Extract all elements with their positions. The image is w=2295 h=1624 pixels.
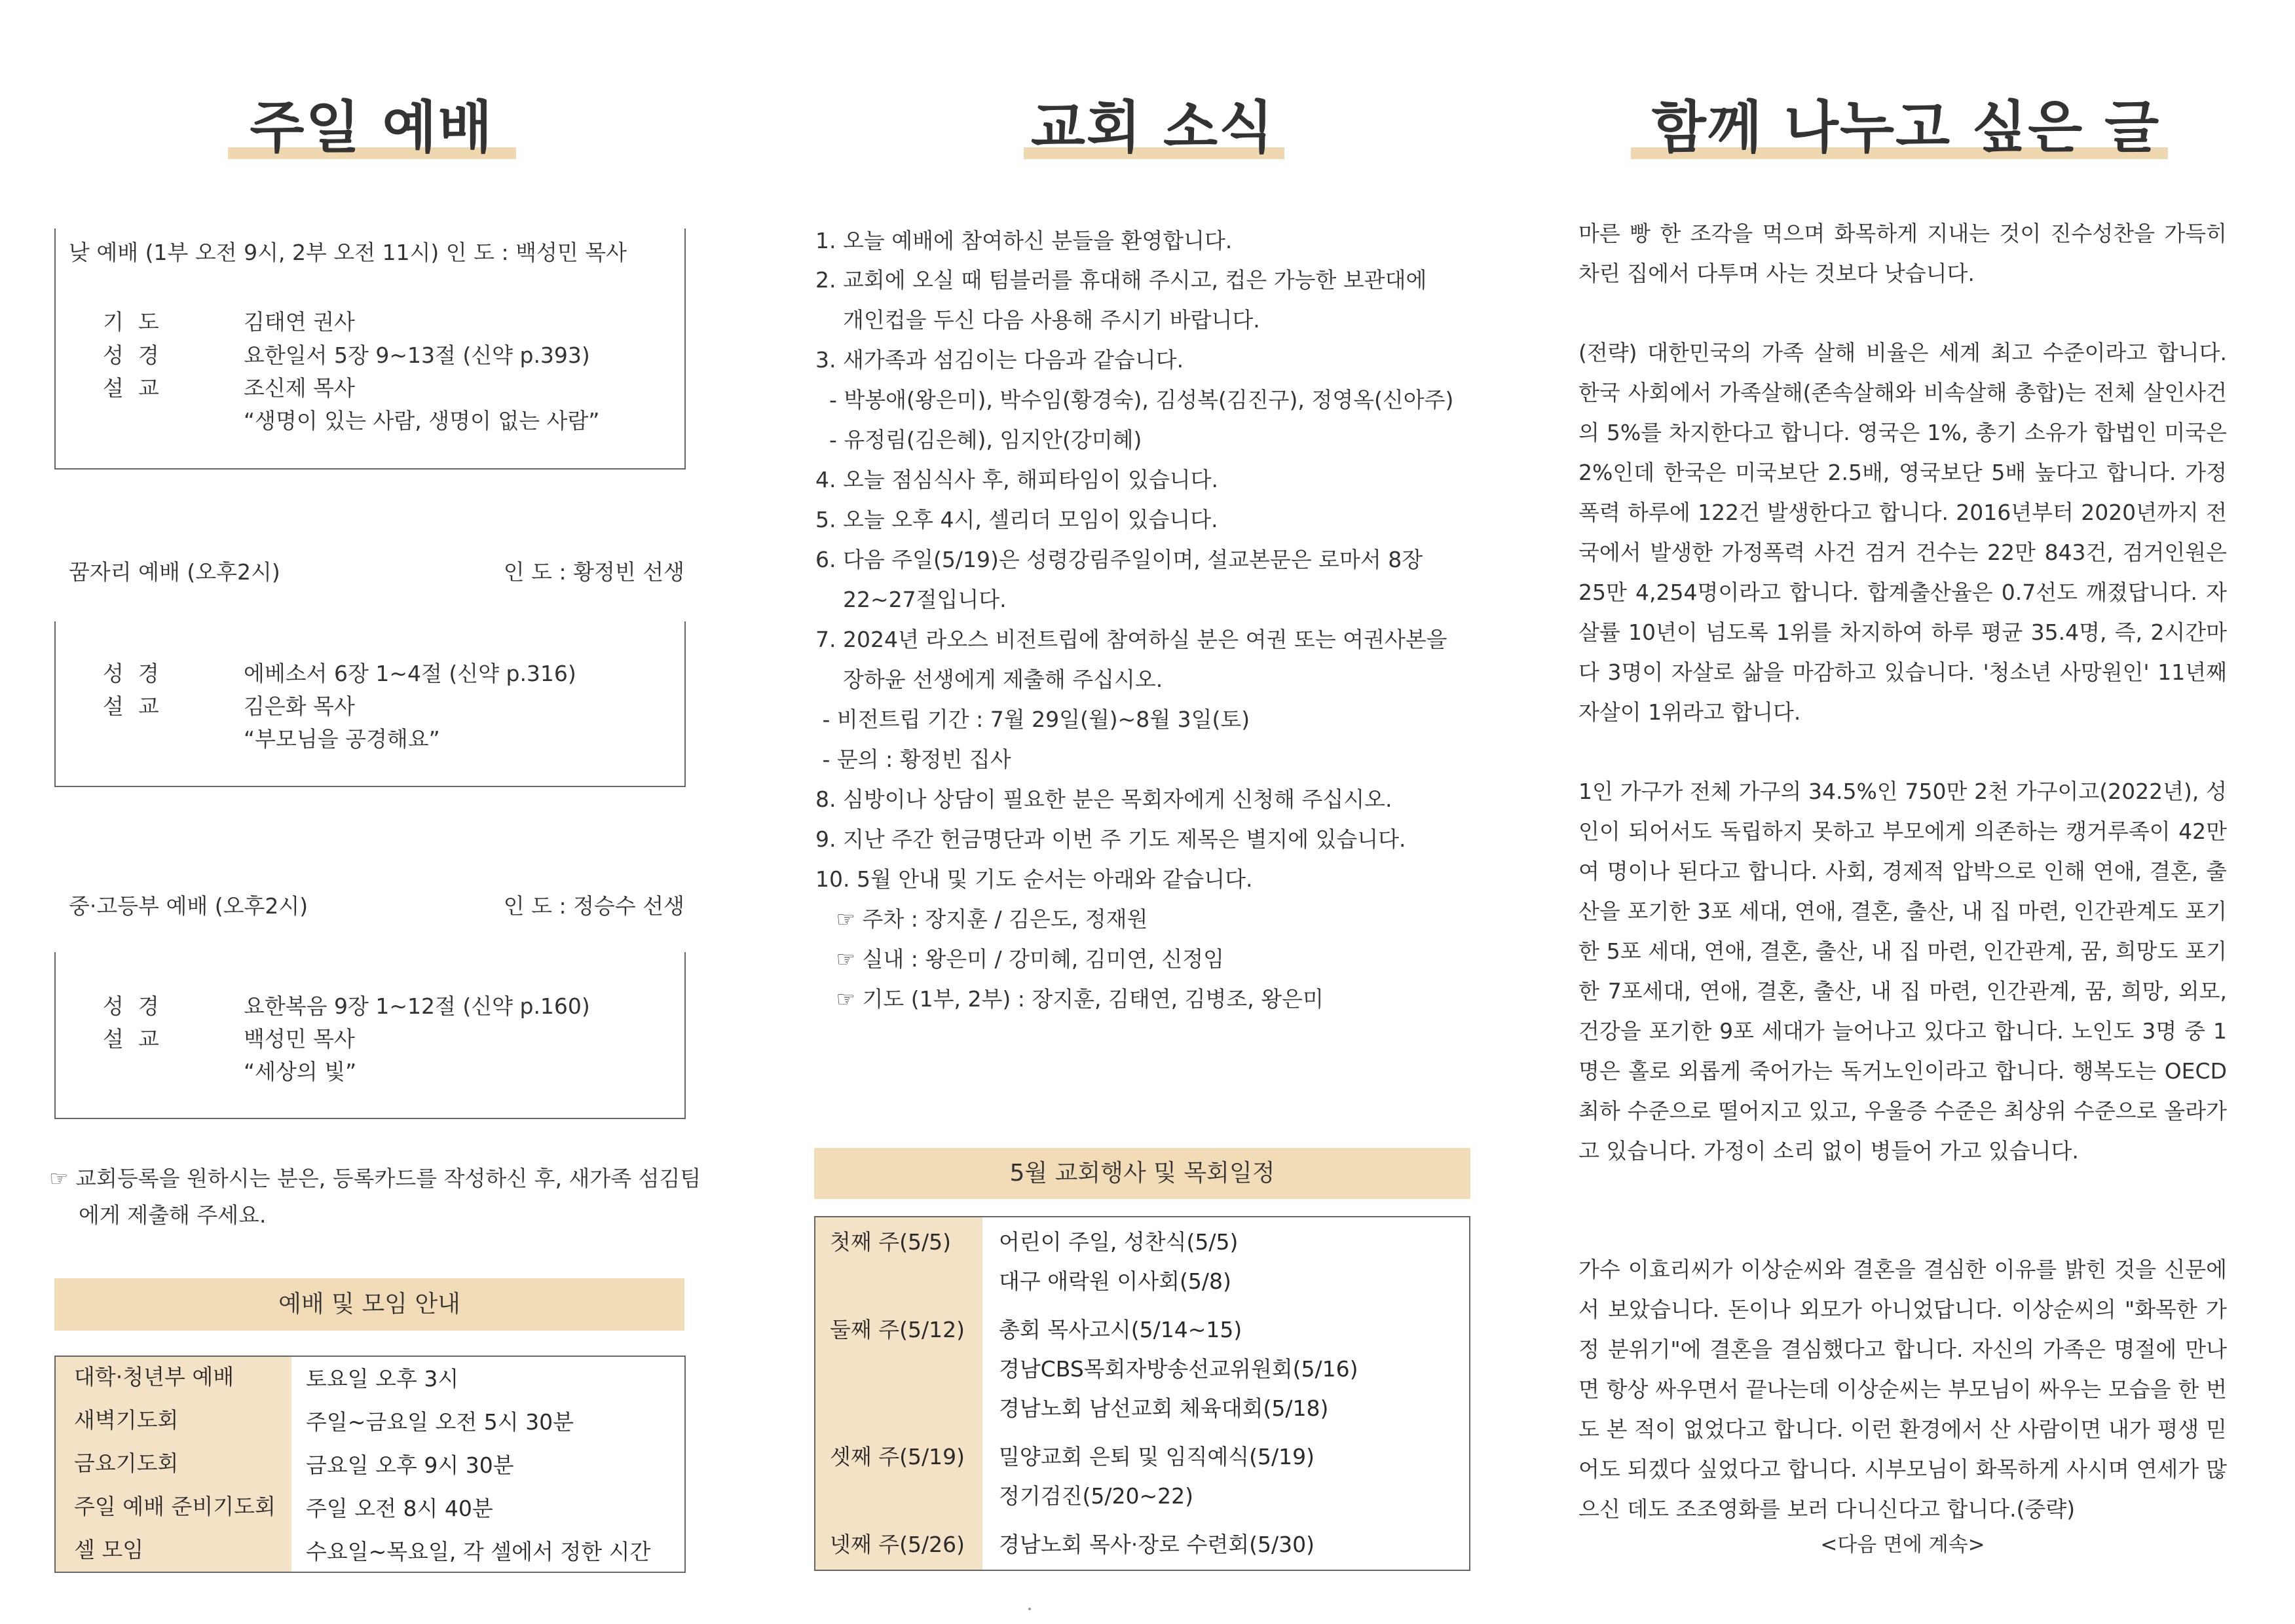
- service1-row: 설교 조신제 목사: [103, 375, 355, 401]
- news-item: ☞ 기도 (1부, 2부) : 장지훈, 김태연, 김병조, 왕은미: [815, 986, 1324, 1012]
- guide-row: 금요기도회 금요일 오후 9시 30분: [56, 1442, 684, 1485]
- news-item: 2. 교회에 오실 때 텀블러를 휴대해 주시고, 컵은 가능한 보관대에: [815, 267, 1427, 293]
- service3-row: “세상의 빛”: [244, 1059, 357, 1084]
- guide-table-top-line: [54, 1356, 686, 1357]
- news-item: ☞ 주차 : 장지훈 / 김은도, 정재원: [815, 906, 1148, 932]
- register-note-text: 교회등록을 원하시는 분은, 등록카드를 작성하신 후, 새가족 섬김팀에게 제출해 주세요.: [75, 1166, 701, 1228]
- news-item: - 박봉애(왕은미), 박수임(황경숙), 김성복(김진구), 정영옥(신아주): [815, 387, 1454, 413]
- news-item: 8. 심방이나 상담이 필요한 분은 목회자에게 신청해 주십시오.: [815, 786, 1392, 812]
- service2-row: 설교 김은화 목사: [103, 693, 355, 719]
- scan-speck: [1028, 1608, 1031, 1610]
- schedule-band: [814, 1148, 1470, 1199]
- schedule-week: 넷째 주(5/26): [830, 1532, 965, 1557]
- schedule-week: 셋째 주(5/19): [830, 1444, 965, 1469]
- schedule-table-top-line: [814, 1216, 1470, 1217]
- news-item: 4. 오늘 점심식사 후, 해피타임이 있습니다.: [815, 467, 1218, 492]
- news-item: 10. 5월 안내 및 기도 순서는 아래와 같습니다.: [815, 866, 1253, 892]
- news-item: - 문의 : 황정빈 집사: [815, 747, 1011, 772]
- sharing-title: 함께 나누고 싶은 글: [1651, 95, 2161, 160]
- news-item: - 유정림(김은혜), 임지안(강미혜): [815, 427, 1142, 452]
- schedule-event: 총회 목사고시(5/14~15): [999, 1317, 1242, 1342]
- schedule-event: 밀양교회 은퇴 및 임직예식(5/19): [999, 1444, 1315, 1469]
- service1-row: 성경 요한일서 5장 9~13절 (신약 p.393): [103, 342, 590, 368]
- news-item: 7. 2024년 라오스 비전트립에 참여하실 분은 여권 또는 여권사본을: [815, 627, 1447, 652]
- news-item: 개인컵을 두신 다음 사용해 주시기 바랍니다.: [815, 307, 1260, 333]
- news-item: - 비전트립 기간 : 7월 29일(월)~8월 3일(토): [815, 707, 1250, 732]
- guide-row: 셀 모임 수요일~목요일, 각 셀에서 정한 시간: [56, 1528, 684, 1572]
- service2-head-left: 꿈자리 예배 (오후2시): [69, 559, 280, 585]
- news-item: 6. 다음 주일(5/19)은 성령강림주일이며, 설교본문은 로마서 8장: [815, 547, 1423, 572]
- continue-note: <다음 면에 계속>: [1820, 1533, 1985, 1557]
- guide-row: 주일 예배 준비기도회 주일 오전 8시 40분: [56, 1485, 684, 1528]
- schedule-week: 첫째 주(5/5): [830, 1229, 951, 1255]
- news-item: 1. 오늘 예배에 참여하신 분들을 환영합니다.: [815, 228, 1233, 253]
- pointing-hand-icon: ☞: [49, 1166, 69, 1191]
- schedule-event: 경남노회 목사·장로 수련회(5/30): [999, 1532, 1315, 1557]
- service3-head-left: 중·고등부 예배 (오후2시): [69, 893, 308, 919]
- service1-head-text: 낮 예배 (1부 오전 9시, 2부 오전 11시) 인 도 : 백성민 목사: [69, 240, 627, 265]
- service3-head: [69, 889, 684, 920]
- worship-title: 주일 예배: [250, 95, 494, 160]
- sharing-paragraph: 1인 가구가 전체 가구의 34.5%인 750만 2천 가구이고(2022년), 성인이 되어서도 독립하지 못하고 부모에게 의존하는 캥거루족이 42만여 명이나 된다고 합니다. 사회, 경제적 압박으로 인해 연애, 결혼, 출산을 포기한 3포 세대, 연애, 결혼, 출산, 내 집 마련, 인간관계도 포기한 5포 세대, 연애, 결혼, 출산, 내 집 마련, 인간관계, 꿈, 희망도 포기한 7포세대, 연애, 결혼, 출산, 내 집 마련, 인간관계, 꿈, 희망, 외모, 건강을 포기한 9포 세대가 늘어나고 있다고 합니다. 노인도 3명 중 1명은 홀로 외롭게 죽어가는 독거노인이라고 합니다. 행복도는 OECD 최하 수준으로 떨어지고 있고, 우울증 수준은 최상위 수준으로 올라가고 있습니다. 가정이 소리 없이 병들어 가고 있습니다.: [1578, 779, 2227, 1164]
- service2-row: “부모님을 공경해요”: [244, 726, 440, 752]
- service1-row: “생명이 있는 사람, 생명이 없는 사람”: [244, 408, 600, 434]
- service2-row: 성경 에베소서 6장 1~4절 (신약 p.316): [103, 661, 576, 686]
- schedule-band-title: 5월 교회행사 및 목회일정: [1009, 1160, 1275, 1187]
- sharing-paragraph: 마른 빵 한 조각을 먹으며 화목하게 지내는 것이 진수성찬을 가득히 차린 집에서 다투며 사는 것보다 낫습니다.: [1578, 221, 2227, 286]
- news-item: 9. 지난 주간 헌금명단과 이번 주 기도 제목은 별지에 있습니다.: [815, 826, 1406, 852]
- news-item: 3. 새가족과 섬김이는 다음과 같습니다.: [815, 347, 1184, 373]
- service3-row: 성경 요한복음 9장 1~12절 (신약 p.160): [103, 993, 590, 1019]
- sharing-paragraph: (전략) 대한민국의 가족 살해 비율은 세계 최고 수준이라고 합니다. 한국 사회에서 가족살해(존속살해와 비속살해 총합)는 전체 살인사건의 5%를 차지한다고 합니다. 영국은 1%, 총기 소유가 합법인 미국은 2%인데 한국은 미국보단 2.5배, 영국보단 5배 높다고 합니다. 가정폭력 하루에 122건 발생한다고 합니다. 2016년부터 2020년까지 전국에서 발생한 가정폭력 사건 검거 건수는 22만 843건, 검거인원은 25만 4,254명이라고 합니다. 합계출산율은 0.7선도 깨졌답니다. 자살률 10년이 넘도록 1위를 차지하여 하루 평균 35.4명, 즉, 2시간마다 3명이 자살로 삶을 마감하고 있습니다. '청소년 사망원인' 11년째 자살이 1위라고 합니다.: [1578, 340, 2227, 725]
- schedule-event: 대구 애락원 이사회(5/8): [999, 1268, 1231, 1294]
- schedule-event: 정기검진(5/20~22): [999, 1483, 1194, 1509]
- schedule-table: [814, 1216, 1470, 1571]
- guide-band-title: 예배 및 모임 안내: [278, 1291, 460, 1318]
- service2-head: [69, 555, 684, 586]
- news-title: 교회 소식: [1030, 95, 1275, 160]
- service1-row: 기도 김태연 권사: [103, 309, 355, 335]
- schedule-event: 경남CBS목회자방송선교위원회(5/16): [999, 1356, 1358, 1382]
- news-item: 22~27절입니다.: [815, 587, 1007, 612]
- guide-row: 새벽기도회 주일~금요일 오전 5시 30분: [56, 1399, 684, 1442]
- sharing-paragraph: 가수 이효리씨가 이상순씨와 결혼을 결심한 이유를 밝힌 것을 신문에서 보았습니다. 돈이나 외모가 아니었답니다. 이상순씨의 "화목한 가정 분위기"에 결혼을 결심했다고 합니다. 자신의 가족은 명절에 만나면 항상 싸우면서 끝나는데 이상순씨는 부모님이 싸우는 모습을 한 번도 본 적이 없었다고 합니다. 이런 환경에서 산 사람이면 내가 평생 믿어도 되겠다 싶었다고 합니다. 시부모님이 화목하게 사시며 연세가 많으신 데도 조조영화를 보러 다니신다고 합니다.(중략): [1578, 1257, 2227, 1522]
- news-item: 5. 오늘 오후 4시, 셀리더 모임이 있습니다.: [815, 507, 1218, 532]
- service2-head-right: 인 도 : 황정빈 선생: [503, 559, 684, 585]
- schedule-week: 둘째 주(5/12): [830, 1317, 965, 1342]
- guide-row: 대학·청년부 예배 토요일 오후 3시: [56, 1356, 684, 1399]
- service3-row: 설교 백성민 목사: [103, 1026, 355, 1052]
- schedule-event: 어린이 주일, 성찬식(5/5): [999, 1229, 1239, 1255]
- service3-head-right: 인 도 : 정승수 선생: [503, 893, 684, 919]
- schedule-event: 경남노회 남선교회 체육대회(5/18): [999, 1395, 1329, 1421]
- news-item: ☞ 실내 : 왕은미 / 강미혜, 김미연, 신정임: [815, 946, 1224, 972]
- news-item: 장하윤 선생에게 제출해 주십시오.: [815, 667, 1163, 692]
- register-note: [49, 1160, 707, 1234]
- schedule-key-column: [815, 1216, 982, 1570]
- guide-band: [54, 1278, 684, 1331]
- guide-table: [54, 1356, 686, 1573]
